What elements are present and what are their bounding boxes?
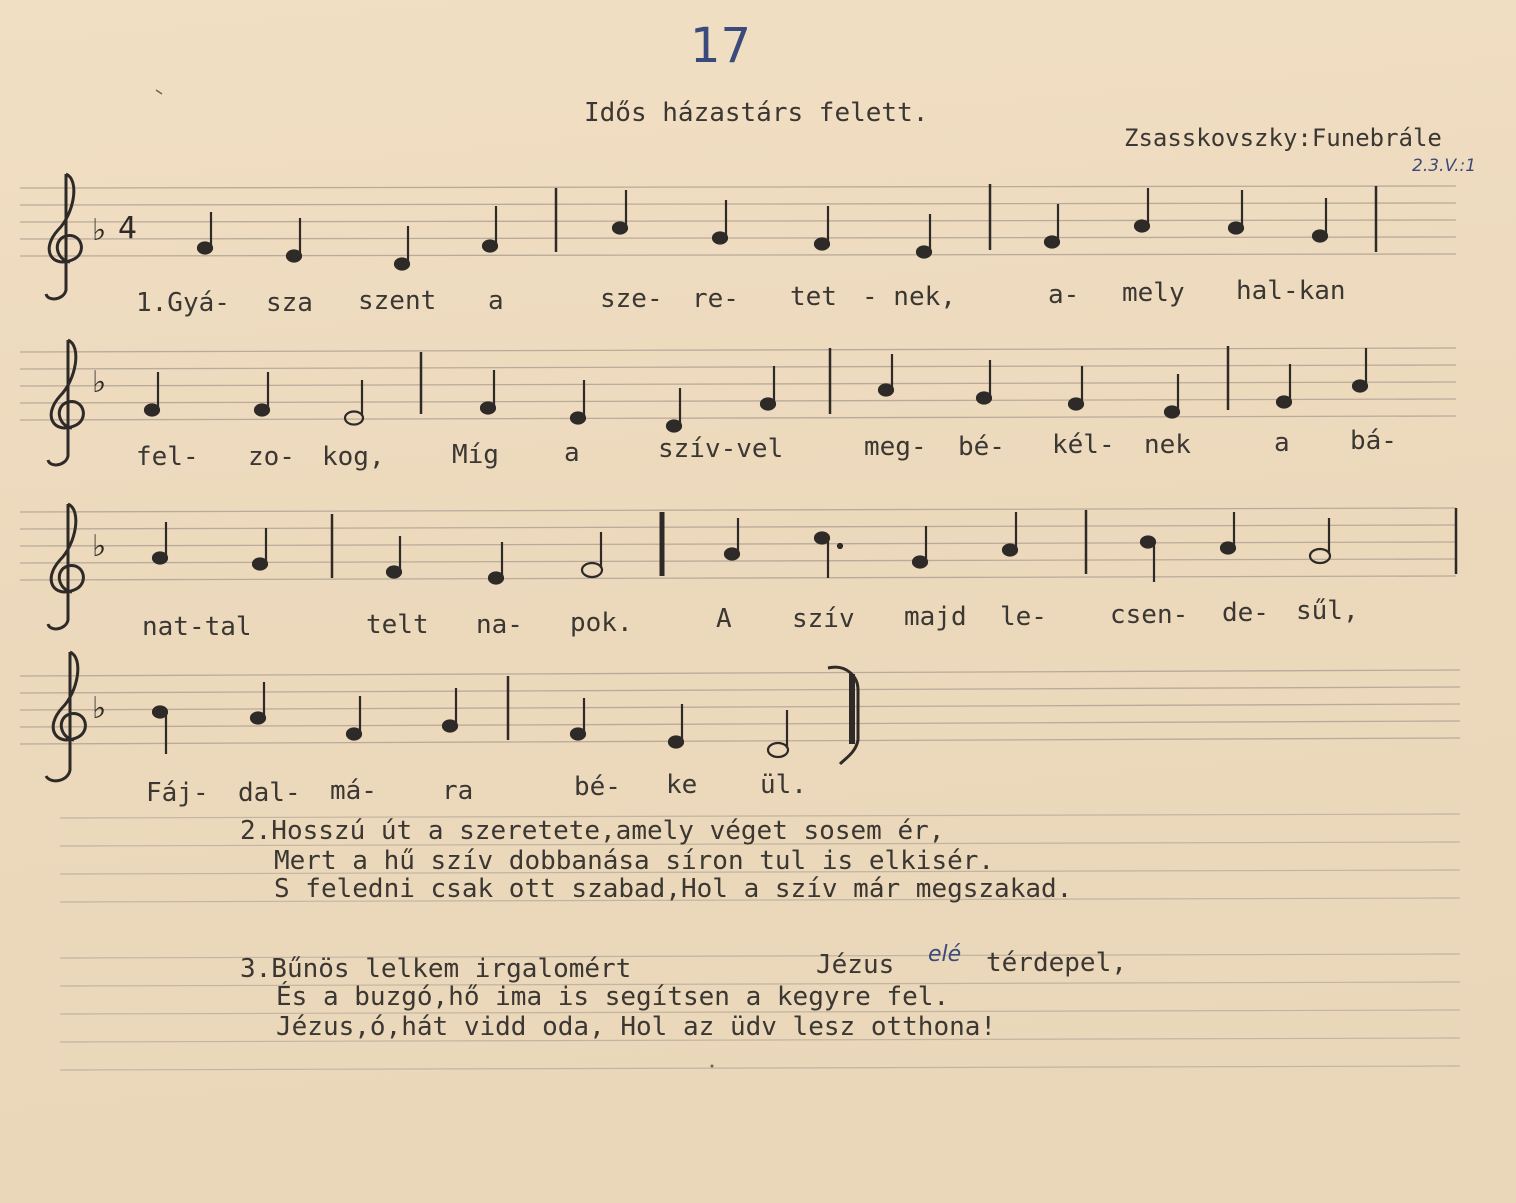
lyric-syllable: sűl, [1296,596,1359,626]
lyric-syllable: bé- [574,772,621,802]
lyric-syllable: szív [792,604,855,634]
lyric-syllable: fel- [136,442,199,472]
lyric-syllable: de- [1222,598,1269,628]
verse-2-line-2: Mert a hű szív dobbanása síron tul is elkisér. [274,846,995,876]
lyric-syllable: ke [666,770,698,800]
flat-sign-4: ♭ [92,691,107,726]
lyric-syllable: ül. [760,770,807,800]
verse-3-line-1-start: 3.Bűnös lelkem irgalomért [240,954,632,984]
flat-sign-3: ♭ [92,529,107,564]
lyric-syllable: a [564,438,580,468]
lyric-syllable: nat-tal [142,612,252,642]
lyric-syllable: csen- [1110,600,1189,630]
lyric-syllable: má- [330,776,377,806]
notes-system-1 [198,184,1376,270]
treble-clef-1 [46,174,81,299]
lyric-syllable: re- [692,284,739,314]
verse-2-line-3: S feledni csak ott szabad,Hol a szív már megszakad. [274,874,1073,904]
lyric-syllable: tet [790,282,837,312]
source-reference: 2.3.V.:1 [1412,156,1477,176]
lyric-syllable: A [716,604,732,634]
notes-system-3 [153,508,1456,584]
lyric-syllable: 1.Gyá- [136,288,230,318]
time-signature: 4 [118,211,138,246]
lyric-syllable: mely [1122,278,1185,308]
lyric-syllable: szent [358,286,437,316]
verse-3-line-1-end: térdepel, [986,948,1127,978]
treble-clef-4 [46,652,85,781]
song-title: Idős házastárs felett. [584,98,929,128]
lyric-syllable: sze- [600,284,663,314]
flat-sign-2: ♭ [92,365,107,400]
lyric-syllable: kél- [1052,430,1115,460]
lyric-syllable: - nek, [862,282,956,312]
verse-2-line-1: 2.Hosszú út a szeretete,amely véget sosem ér, [240,816,945,846]
staff-2 [20,348,1456,420]
lyric-syllable: telt [366,610,429,640]
lyric-syllable: bá- [1350,426,1397,456]
lyric-syllable: a [1274,428,1290,458]
lyric-syllable: sza [266,288,313,318]
staff-1 [20,186,1456,256]
flat-sign-1: ♭ [92,213,107,248]
lyric-syllable: a- [1048,280,1080,310]
lyric-syllable: na- [476,610,523,640]
lyric-syllable: ra [442,776,474,806]
lyric-syllable: kog, [322,442,385,472]
lyric-syllable: hal-kan [1236,276,1346,306]
lyric-syllable: pok. [570,608,633,638]
verse-3-line-1-middle: Jézus [816,950,895,980]
lyric-syllable: dal- [238,778,301,808]
lyric-syllable: majd [904,602,967,632]
treble-clef-3 [48,504,83,629]
lyric-syllable: Fáj- [146,778,209,808]
notes-system-4 [153,667,858,764]
lyric-syllable: meg- [864,432,927,462]
composer-attribution: Zsasskovszky:Funebrále [1124,124,1442,152]
lyric-syllable: bé- [958,432,1005,462]
verse-3-line-2: És a buzgó,hő ima is segítsen a kegyre fel. [276,982,950,1012]
page-number: 17 [690,18,752,74]
lyric-syllable: Míg [452,440,499,470]
lyric-syllable: a [488,286,504,316]
verse-3-line-3: Jézus,ó,hát vidd oda, Hol az üdv lesz otthona! [276,1012,997,1042]
lyric-syllable: szív-vel [658,434,784,464]
handwritten-insertion: elé [928,942,962,967]
lyric-syllable: nek [1144,430,1191,460]
lyric-syllable: zo- [248,442,295,472]
lyric-syllable: le- [1000,602,1047,632]
staff-4 [20,670,1460,744]
